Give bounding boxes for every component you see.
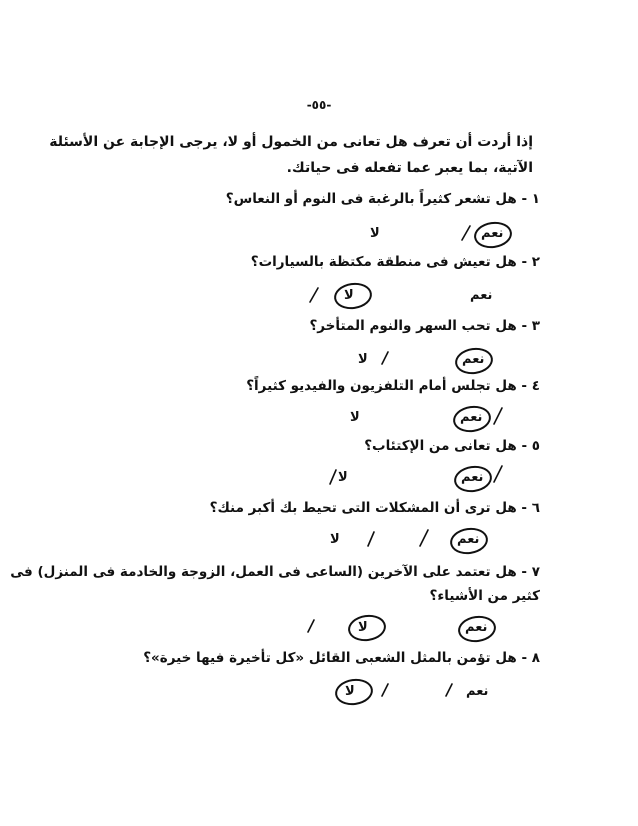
answer-no-3: لا [358, 352, 368, 367]
answer-yes-2: نعم [470, 288, 493, 303]
answer-yes-8: نعم [466, 684, 489, 699]
answer-yes-1: نعم [481, 226, 504, 241]
answer-no-8: لا [345, 684, 355, 699]
page-number: -٥٥- [306, 98, 332, 112]
answer-no-1: لا [370, 226, 380, 241]
answer-yes-7: نعم [465, 620, 488, 635]
question-7: ٧ - هل تعتمد على الآخرين (الساعى فى العمل، الزوجة والخادمة فى المنزل) فى [10, 564, 540, 580]
intro-line-2: الآتية، بما يعبر عما تفعله فى حياتك. [286, 160, 533, 176]
answer-no-4: لا [350, 410, 360, 425]
check-mark-icon [420, 530, 428, 546]
question-8: ٨ - هل تؤمن بالمثل الشعبى القائل «كل تأخيرة فيها خيرة»؟ [143, 650, 540, 666]
check-mark-icon [308, 620, 314, 632]
question-2: ٢ - هل تعيش فى منطقة مكتظة بالسيارات؟ [250, 254, 540, 270]
question-4: ٤ - هل تجلس أمام التلفزيون والفيديو كثيراً؟ [246, 378, 540, 394]
question-1: ١ - هل تشعر كثيراً بالرغبة فى النوم أو النعاس؟ [225, 191, 540, 207]
intro-line-1: إذا أردت أن تعرف هل تعانى من الخمول أو لا، يرجى الإجابة عن الأسئلة [49, 134, 533, 150]
check-mark-icon [446, 684, 452, 696]
question-6: ٦ - هل ترى أن المشكلات التى تحيط بك أكبر منك؟ [209, 500, 540, 516]
check-mark-icon [330, 470, 336, 484]
check-mark-icon [310, 288, 318, 302]
check-mark-icon [382, 684, 388, 696]
answer-no-6: لا [330, 532, 340, 547]
check-mark-icon [494, 408, 502, 424]
answer-yes-4: نعم [460, 410, 483, 425]
answer-no-2: لا [344, 288, 354, 303]
answer-yes-6: نعم [457, 532, 480, 547]
check-mark-icon [462, 226, 470, 240]
answer-yes-5: نعم [461, 470, 484, 485]
answer-no-5: لا [338, 470, 348, 485]
check-mark-icon [494, 466, 502, 482]
answer-no-7: لا [358, 620, 368, 635]
check-mark-icon [368, 532, 374, 546]
question-3: ٣ - هل تحب السهر والنوم المتأخر؟ [309, 318, 540, 334]
answer-yes-3: نعم [462, 352, 485, 367]
question-7-continued: كثير من الأشياء؟ [429, 588, 540, 604]
check-mark-icon [382, 352, 388, 364]
question-5: ٥ - هل تعانى من الإكتئاب؟ [364, 438, 540, 454]
